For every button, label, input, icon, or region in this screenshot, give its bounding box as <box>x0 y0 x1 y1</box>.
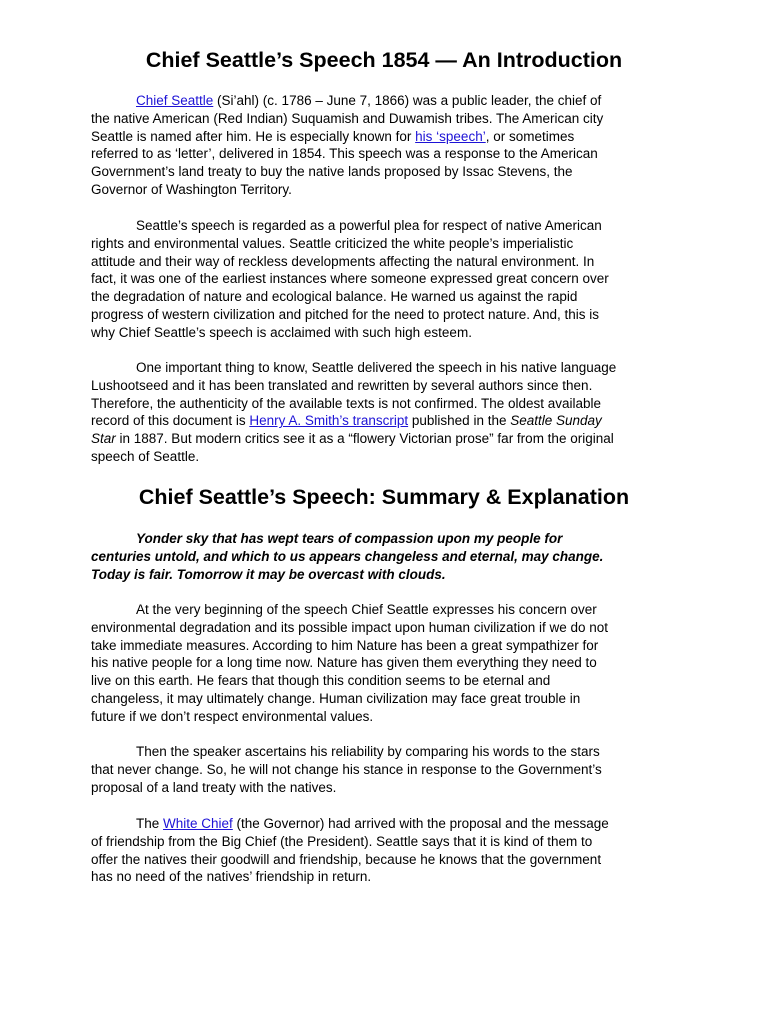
white-chief-link[interactable]: White Chief <box>163 816 233 831</box>
text-line: Governor of Washington Territory. <box>91 181 292 197</box>
text-line <box>91 92 603 110</box>
newspaper-title: Star <box>91 431 116 447</box>
text-line: his native people for a long time now. Nature has given them everything they need to <box>91 655 597 671</box>
text-span: , or sometimes <box>485 128 575 144</box>
newspaper-title: Seattle Sunday <box>510 413 602 429</box>
henry-smith-transcript-link[interactable]: Henry A. Smith’s transcript <box>249 413 409 429</box>
text-span: published in the <box>408 413 511 429</box>
text-line: that never change. So, he will not change his stance in response to the Government’s <box>91 761 602 777</box>
text-span: (the Governor) had arrived with the proposal and the message <box>232 816 609 831</box>
intro-paragraph-3 <box>91 359 616 466</box>
text-span: (Si’ahl) (c. 1786 – June 7, 1866) was a public leader, the chief of <box>213 93 602 108</box>
text-span: record of this document is <box>91 413 250 429</box>
summary-heading: Chief Seattle’s Speech: Summary & Explanation <box>138 485 630 509</box>
text-line <box>91 430 616 448</box>
text-line: Government’s land treaty to buy the native lands proposed by Issac Stevens, the <box>91 164 573 180</box>
text-line: of friendship from the Big Chief (the President). Seattle says that it is kind of them to <box>91 833 593 849</box>
text-line: rights and environmental values. Seattle criticized the white people’s imperialistic <box>91 235 574 251</box>
text-line: Today is fair. Tomorrow it may be overcast with clouds. <box>91 566 446 582</box>
text-line: At the very beginning of the speech Chief Seattle expresses his concern over <box>136 602 597 617</box>
text-span: in 1887. But modern critics see it as a “flowery Victorian prose” far from the original <box>115 431 614 447</box>
text-line: Then the speaker ascertains his reliability by comparing his words to the stars <box>136 744 600 759</box>
text-line: has no need of the natives’ friendship in return. <box>91 869 372 885</box>
text-line <box>91 128 603 146</box>
text-line: fact, it was one of the earliest instances where someone expressed great concern over <box>91 271 609 287</box>
text-line: progress of western civilization and pitched for the need to protect nature. And, this is <box>91 306 600 322</box>
summary-paragraph-3 <box>91 815 609 886</box>
text-line: environmental degradation and its possible impact upon human civilization if we do not <box>91 619 609 635</box>
intro-heading: Chief Seattle’s Speech 1854 — An Introduction <box>145 48 623 72</box>
text-line <box>91 412 616 430</box>
text-line: Therefore, the authenticity of the available texts is not confirmed. The oldest available <box>91 395 602 411</box>
text-line: speech of Seattle. <box>91 448 200 464</box>
his-speech-link[interactable]: his ‘speech’ <box>415 128 486 144</box>
text-line: live on this earth. He fears that though this condition seems to be eternal and <box>91 673 551 689</box>
text-line: centuries untold, and which to us appears changeless and eternal, may change. <box>91 548 604 564</box>
text-line: proposal of a land treaty with the natives. <box>91 779 337 795</box>
text-line: Yonder sky that has wept tears of compassion upon my people for <box>136 531 563 546</box>
text-line: One important thing to know, Seattle delivered the speech in his native language <box>136 360 617 375</box>
text-line: future if we don’t respect environmental values. <box>91 708 374 724</box>
text-span: The <box>136 816 164 831</box>
text-span: Seattle is named after him. He is especially known for <box>91 128 416 144</box>
text-line: referred to as ‘letter’, delivered in 1854. This speech was a response to the American <box>91 146 598 162</box>
summary-paragraph-1 <box>91 601 608 726</box>
text-line: the native American (Red Indian) Suquamish and Duwamish tribes. The American city <box>91 110 604 126</box>
chief-seattle-link[interactable]: Chief Seattle <box>136 93 214 108</box>
summary-paragraph-2 <box>91 743 602 796</box>
text-line: changeless, it may ultimately change. Human civilization may face great trouble in <box>91 690 581 706</box>
text-line: why Chief Seattle’s speech is acclaimed with such high esteem. <box>91 324 472 340</box>
intro-paragraph-2 <box>91 217 609 342</box>
intro-paragraph-1 <box>91 92 603 199</box>
text-line: the degradation of nature and ecological balance. He warned us against the rapid <box>91 289 578 305</box>
text-line: attitude and their way of reckless developments affecting the natural environment. In <box>91 253 595 269</box>
text-line: Lushootseed and it has been translated and rewritten by several authors since then. <box>91 377 593 393</box>
text-line: take immediate measures. According to him Nature has been a great sympathizer for <box>91 637 599 653</box>
speech-quote <box>91 530 603 583</box>
text-line <box>91 815 609 833</box>
text-line: offer the natives their goodwill and friendship, because he knows that the government <box>91 851 602 867</box>
text-line: Seattle’s speech is regarded as a powerful plea for respect of native American <box>136 218 602 233</box>
